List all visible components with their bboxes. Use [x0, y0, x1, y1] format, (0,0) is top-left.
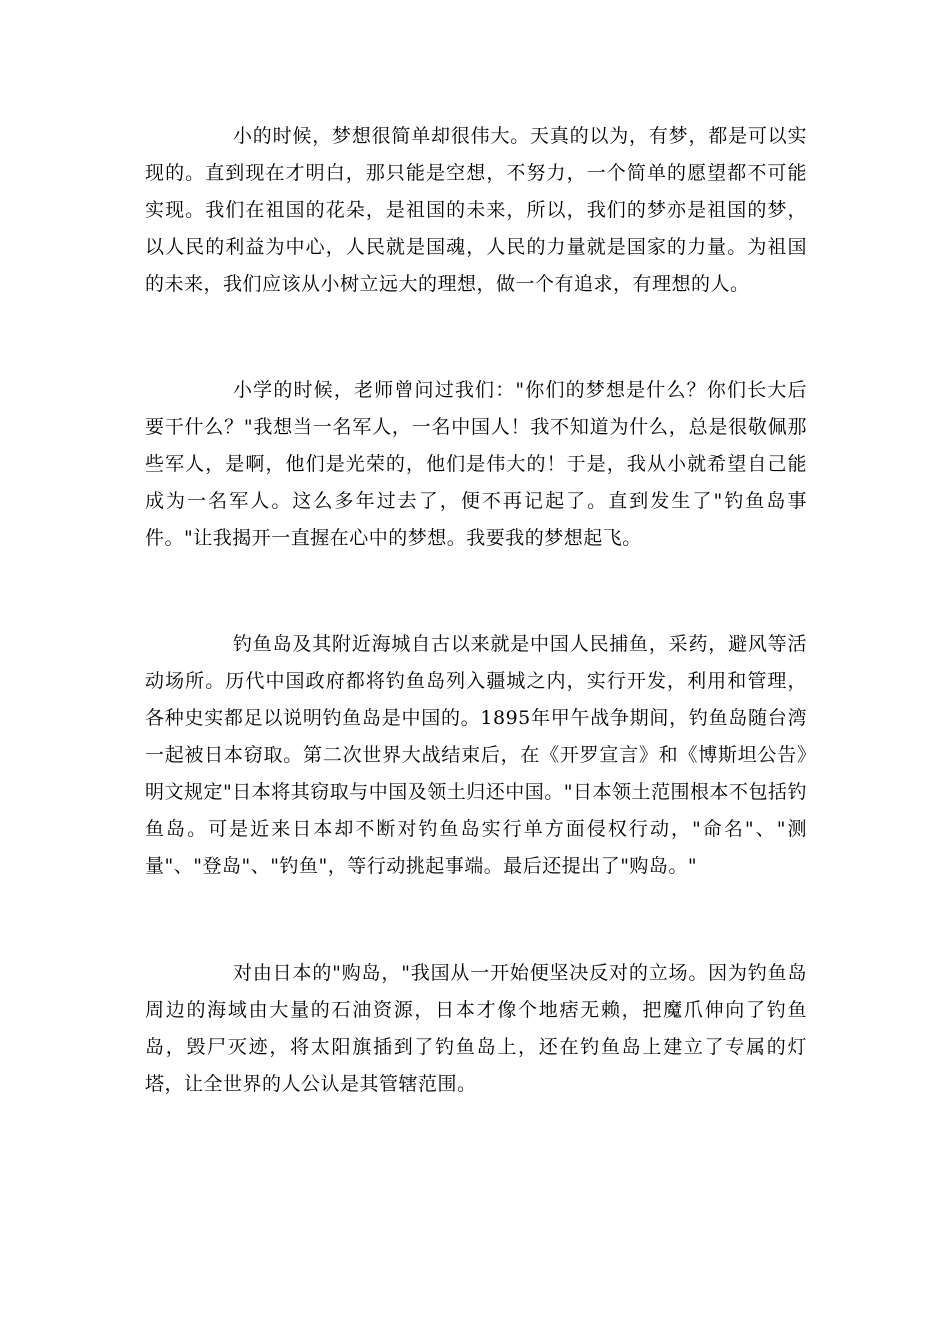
- paragraph-soldier-dream: 小学的时候，老师曾问过我们："你们的梦想是什么？你们长大后要干什么？"我想当一名军人，一名中国人！我不知道为什么，总是很敬佩那些军人，是啊，他们是光荣的，他们是伟大的！于是，我从小就希望自己能成为一名军人。这么多年过去了，便不再记起了。直到发生了"钓鱼岛事件。"让我揭开一直握在心中的梦想。我要我的梦想起飞。: [145, 379, 807, 549]
- paragraph-purchase-opposition: 对由日本的"购岛，"我国从一开始便坚决反对的立场。因为钓鱼岛周边的海域由大量的石油资源，日本才像个地痞无赖，把魔爪伸向了钓鱼岛，毁尸灭迹，将太阳旗插到了钓鱼岛上，还在钓鱼岛上建立了专属的灯塔，让全世界的人公认是其管辖范围。: [145, 962, 807, 1095]
- paragraph-childhood-dream: 小的时候，梦想很简单却很伟大。天真的以为，有梦，都是可以实现的。直到现在才明白，那只能是空想，不努力，一个简单的愿望都不可能实现。我们在祖国的花朵，是祖国的未来，所以，我们的梦亦是祖国的梦，以人民的利益为中心，人民就是国魂，人民的力量就是国家的力量。为祖国的未来，我们应该从小树立远大的理想，做一个有追求，有理想的人。: [145, 125, 807, 295]
- paragraph-diaoyu-history: 钓鱼岛及其附近海城自古以来就是中国人民捕鱼，采药，避风等活动场所。历代中国政府都将钓鱼岛列入疆城之内，实行开发，利用和管理，各种史实都足以说明钓鱼岛是中国的。1895年甲午战争期间，钓鱼岛随台湾一起被日本窃取。第二次世界大战结束后，在《开罗宣言》和《博斯坦公告》明文规定"日本将其窃取与中国及领土归还中国。"日本领土范围根本不包括钓鱼岛。可是近来日本却不断对钓鱼岛实行单方面侵权行动，"命名"、"测量"、"登岛"、"钓鱼"，等行动挑起事端。最后还提出了"购岛。": [145, 633, 807, 877]
